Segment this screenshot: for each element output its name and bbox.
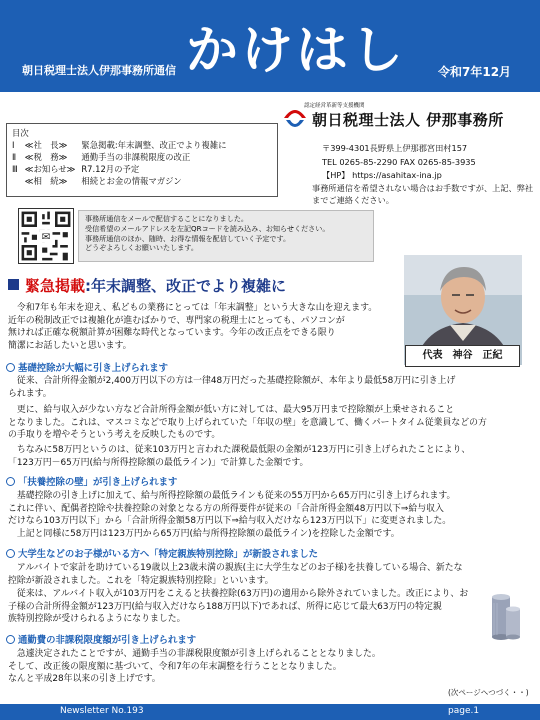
- toc-item-number: Ⅲ: [12, 164, 18, 174]
- office-address: 〒399-4301長野県上伊那郡宮田村157: [322, 143, 468, 153]
- section-line: られます。: [8, 388, 52, 399]
- section-line: 「123万円－65万円(給与所得控除額の最低ライン)」で計算した金額です。: [8, 457, 309, 468]
- qr-code-icon[interactable]: [18, 208, 74, 264]
- section-title: 「扶養控除の壁」が引き上げられます: [6, 474, 177, 488]
- section-line: 控除が新設されました。これを「特定親族特別控除」といいます。: [8, 575, 274, 586]
- heading-urgent-label: 緊急掲載: [25, 277, 86, 295]
- section-line: 上記と同様に58万円は123万円から65万円(給与所得控除額の最低ライン)を控除した金額です。: [8, 529, 400, 539]
- continued-note: (次ページへつづく・・): [448, 688, 529, 697]
- toc-item-section: ≪税 務≫: [24, 152, 68, 162]
- section-line: 更に、給与収入が少ない方など合計所得金額が低い方に対しては、最大95万円まで控除額が上乗せされること: [8, 405, 455, 415]
- section-line: 族特別控除が受けられるようになりました。: [8, 614, 186, 624]
- page-number: page.1: [448, 706, 480, 716]
- svg-text:✉: ✉: [41, 230, 51, 243]
- circle-bullet-icon: [6, 635, 15, 644]
- toc-item-number: Ⅰ: [12, 140, 15, 150]
- section-line: だけなら103万円以下」から「合計所得金額58万円以下⇒給与収入だけなら123万円以下」に変更されました。: [8, 516, 452, 526]
- section-line: の手取りを増やそうという考えを反映したものです。: [8, 430, 221, 440]
- heading-text: :年末調整、改正でより複雑に: [85, 277, 287, 295]
- section-line: となりました。これは、マスコミなどで取り上げられていた「年収の壁」を意識して、働くパートタイム従業員などの方: [8, 417, 487, 428]
- toc-heading: 目次: [12, 128, 29, 138]
- notice-line: 事務所通信をメールで配信することになりました。: [85, 214, 249, 223]
- notice-line: 受信希望のメールアドレスを左記QRコードを読み込み、お知らせください。: [85, 223, 330, 233]
- section-line: 急遽決定されたことですが、通勤手当の非課税限度額が引き上げられることとなりました。: [8, 649, 381, 659]
- toc-item-title: 緊急掲載:年末調整、改正でより複雑に: [81, 140, 227, 150]
- section-line: なんと平成28年以来の引き上げです。: [8, 674, 161, 684]
- article-heading: [8, 275, 286, 296]
- section-line: 基礎控除の引き上げに加えて、給与所得控除額の最低ラインも従来の55万円から65万円に引き上げられます。: [8, 491, 456, 501]
- intro-line: 令和7年も年末を迎え、私どもの業務にとっては「年末調整」という大きな山を迎えます。: [8, 303, 378, 313]
- section-line: 従来、合計所得金額が2,400万円以下の方は一律48万円だった基礎控除額が、本年より最低58万円に引き上げ: [8, 376, 456, 386]
- section-line: アルバイトで家計を助けている19歳以上23歳未満の親族(主に大学生などのお子様)を扶養している場合、新たな: [8, 563, 463, 573]
- table-of-contents: [6, 123, 278, 197]
- intro-line: 簡潔にお話したいと思います。: [8, 340, 132, 351]
- issue-date: 令和7年12月: [438, 65, 512, 79]
- toc-item: [12, 139, 227, 151]
- toc-item: [12, 151, 190, 163]
- section-line: これに伴い、配偶者控除や扶養控除の対象となる方の所得要件が従来の「合計所得金額48万円以下⇒給与収入: [8, 503, 444, 514]
- office-website-link[interactable]: 【HP】 https://asahitax-ina.jp: [322, 170, 442, 180]
- masthead: [0, 0, 540, 92]
- toc-item-number: Ⅱ: [12, 152, 17, 162]
- circle-bullet-icon: [6, 477, 15, 486]
- coin-stack-icon: [480, 593, 524, 641]
- toc-item: [12, 175, 182, 187]
- notice-line: どうぞよろしくお願いいたします。: [85, 243, 198, 253]
- section-line: 従来は、アルバイト収入が103万円をこえると扶養控除(63万円)の適用から除外されていました。改正により、お: [8, 589, 469, 599]
- section-title: 基礎控除が大幅に引き上げられます: [6, 360, 168, 374]
- newsletter-title: かけはし: [186, 21, 407, 81]
- section-line: ちなみに58万円というのは、従来103万円と言われた課税最低限の金額が123万円に引き上げられたことにより、: [8, 445, 471, 455]
- toc-item-title: 通勤手当の非課税限度の改正: [81, 152, 191, 162]
- toc-item-section: ≪社 長≫: [24, 140, 68, 150]
- section-line: そして、改正後の限度額に基づいて、令和7年の年末調整を行うこととなりました。: [8, 661, 342, 672]
- newsletter-org-name: 朝日税理士法人伊那事務所通信: [22, 64, 176, 77]
- circle-bullet-icon: [6, 549, 15, 558]
- footer-bar: [0, 704, 540, 720]
- toc-item-title: R7.12月の予定: [81, 164, 140, 174]
- section-line: 子様の合計所得金額が123万円(給与収入だけなら188万円以下)であれば、所得に応じて最大63万円の特定親: [8, 601, 442, 612]
- section-title: 通勤費の非課税限度額が引き上げられます: [6, 632, 196, 646]
- intro-line: 近年の税制改正では複雑化が進むばかりで、専門家の税理士にとっても、パソコンが: [8, 315, 345, 326]
- office-unsubscribe-note: 事務所通信を希望されない場合はお手数ですが、上記、弊社までご連絡ください。: [312, 183, 534, 205]
- office-name: 朝日税理士法人 伊那事務所: [312, 111, 504, 129]
- office-phone: TEL 0265-85-2290 FAX 0265-85-3935: [322, 157, 476, 167]
- email-delivery-notice: [78, 210, 374, 262]
- newsletter-issue-number: Newsletter No.193: [60, 706, 144, 716]
- toc-item-section: ≪お知らせ≫: [24, 164, 76, 174]
- heading-square-icon: [8, 279, 19, 290]
- notice-line: 事務所通信のほか、随時、お得な情報を配信していく予定です。: [85, 233, 291, 243]
- toc-item-title: 相続とお金の情報マガジン: [81, 176, 182, 186]
- circle-bullet-icon: [6, 363, 15, 372]
- intro-line: 無ければ正確な税額計算が困難な時代となっています。今年の改正点をできる限り: [8, 328, 336, 338]
- representative-caption: 代表 神谷 正紀: [405, 345, 520, 367]
- office-tagline: 認定経営革新等支援機関: [304, 103, 365, 109]
- toc-item-section: ≪相 続≫: [24, 176, 68, 186]
- office-logo-icon: [282, 104, 308, 130]
- section-title: 大学生などのお子様がいる方へ「特定親族特別控除」が新設されました: [6, 546, 318, 560]
- toc-item: [12, 163, 139, 175]
